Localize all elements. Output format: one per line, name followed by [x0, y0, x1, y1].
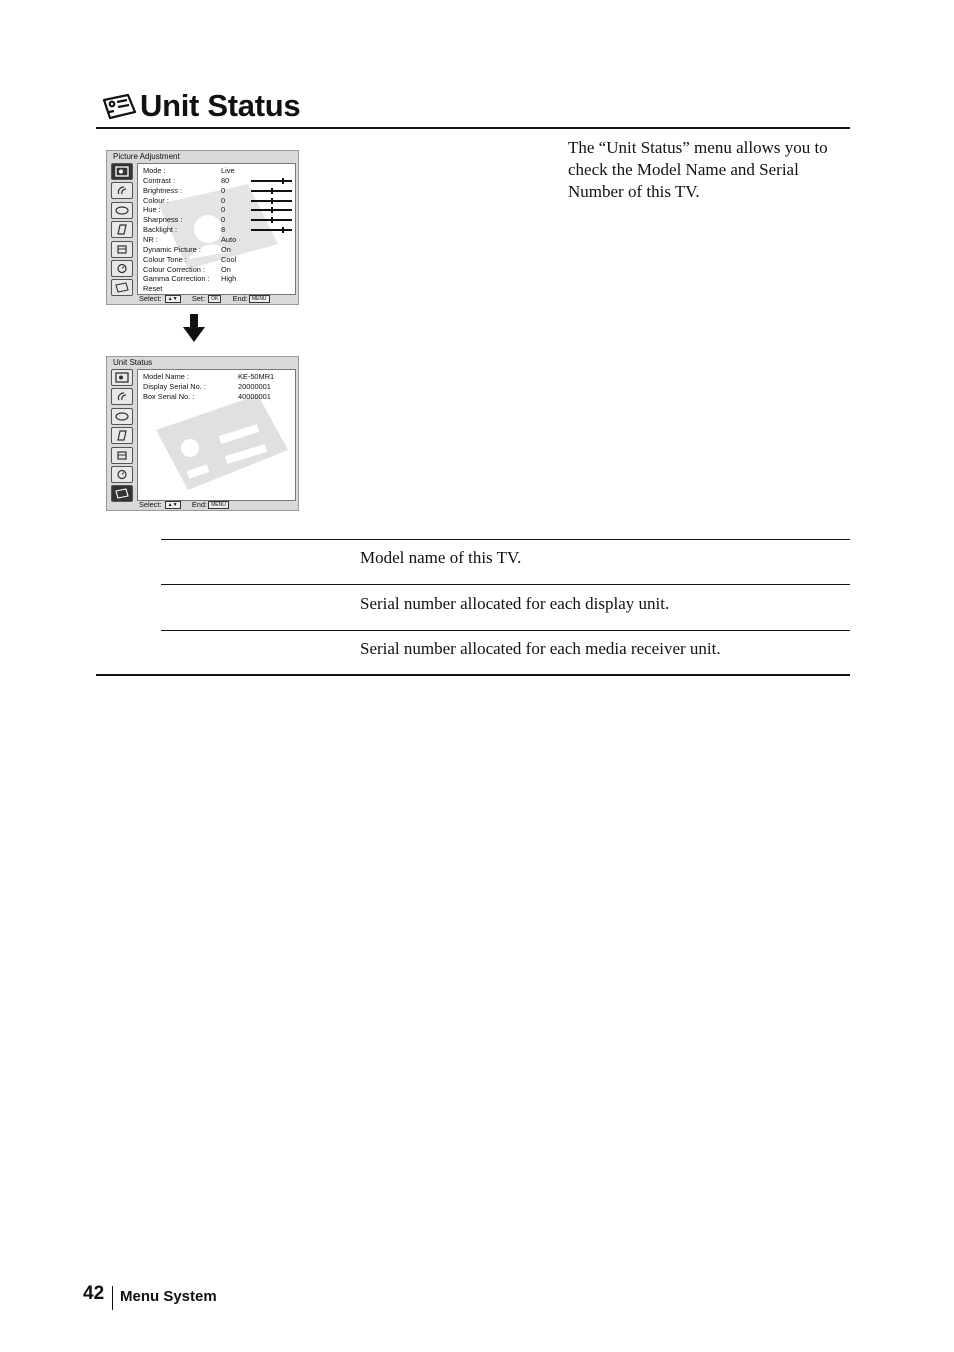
unit-status-menu-icon[interactable] [111, 485, 133, 502]
sound-icon[interactable] [111, 388, 133, 405]
osd-setting-value: Cool [221, 254, 237, 264]
section-name: Menu System [120, 1288, 217, 1305]
osd-setting-label: Box Serial No. : [143, 391, 195, 401]
osd-content-panel [137, 163, 296, 295]
select-hint: Select: [139, 293, 162, 303]
osd-setting-label: Colour Correction : [143, 264, 206, 274]
osd-setting-row[interactable] [143, 245, 293, 255]
select-hint: Select: [139, 499, 162, 509]
menu-key-icon: MENU [208, 501, 229, 509]
features-icon[interactable] [111, 221, 133, 238]
section-bottom-rule [96, 674, 850, 676]
slider-knob[interactable] [271, 207, 273, 213]
screen-icon[interactable] [111, 408, 133, 425]
title-row [96, 86, 850, 128]
slider-knob[interactable] [271, 198, 273, 204]
osd-setting-row[interactable] [143, 166, 293, 176]
table-rule [161, 630, 850, 631]
osd-setting-value: 0 [221, 215, 226, 225]
osd-setting-label: Colour Tone : [143, 254, 187, 264]
arrow-down-icon [183, 314, 205, 342]
osd-setting-row[interactable] [143, 205, 293, 215]
osd-setting-row[interactable] [143, 255, 293, 265]
osd-setting-value: 0 [221, 205, 226, 215]
table-row-box-serial: Serial number allocated for each media receiver unit. [360, 639, 721, 658]
level-slider[interactable] [251, 219, 292, 221]
osd-setting-row[interactable] [143, 235, 293, 245]
osd-setting-value: Live [221, 166, 235, 175]
osd-setting-row[interactable] [143, 284, 293, 294]
osd-setting-value: On [221, 264, 231, 274]
intro-paragraph: The “Unit Status” menu allows you to check the Model Name and Serial Number of this TV. [568, 138, 828, 201]
osd-setting-value: Auto [221, 234, 237, 244]
osd-setting-label: Reset [143, 284, 163, 294]
osd-setting-label: Mode : [143, 166, 166, 175]
picture-adjustment-screen [106, 150, 299, 305]
osd-content-panel [137, 369, 296, 501]
osd-setting-label: Dynamic Picture : [143, 244, 201, 254]
osd-setting-row[interactable] [143, 392, 293, 402]
features-icon[interactable] [111, 427, 133, 444]
slider-knob[interactable] [271, 188, 273, 194]
osd-setting-row[interactable] [143, 196, 293, 206]
slider-knob[interactable] [282, 227, 284, 233]
osd-setting-value: High [221, 274, 237, 284]
osd-setting-row[interactable] [143, 274, 293, 284]
end-hint: End: [232, 293, 248, 303]
set-hint: Set: [191, 293, 206, 303]
osd-title: Unit Status [113, 358, 153, 367]
unit-status-screen [106, 356, 299, 511]
ok-key-icon: OK [208, 295, 221, 303]
slider-knob[interactable] [271, 217, 273, 223]
level-slider[interactable] [251, 200, 292, 202]
title-divider [96, 127, 850, 129]
osd-footer [139, 294, 271, 303]
osd-setting-label: Gamma Correction : [143, 274, 210, 284]
osd-menu-icons [109, 369, 136, 505]
osd-setting-value: KE-50MR1 [238, 372, 275, 381]
osd-setting-row[interactable] [143, 372, 293, 382]
osd-setting-label: Hue : [143, 205, 161, 215]
osd-setting-label: Colour : [143, 195, 169, 205]
end-hint: End: [191, 499, 208, 509]
unit-status-icon [98, 92, 138, 122]
slider-knob[interactable] [282, 178, 284, 184]
level-slider[interactable] [251, 190, 292, 192]
setup-icon[interactable] [111, 241, 133, 258]
osd-title: Picture Adjustment [113, 152, 180, 161]
unit-status-menu-icon[interactable] [111, 279, 133, 296]
table-top-rule [161, 539, 850, 540]
osd-setting-label: NR : [143, 234, 158, 244]
osd-setting-row[interactable] [143, 225, 293, 235]
table-rule [161, 584, 850, 585]
osd-setting-value: 40000001 [238, 391, 271, 401]
up-down-key-icon: ▲▼ [165, 295, 181, 303]
level-slider[interactable] [251, 209, 292, 211]
level-slider[interactable] [251, 180, 292, 182]
timer-icon[interactable] [111, 260, 133, 277]
osd-setting-label: Backlight : [143, 225, 178, 235]
osd-setting-row[interactable] [143, 382, 293, 392]
page-title: Unit Status [140, 88, 301, 123]
osd-setting-label: Model Name : [143, 372, 190, 381]
osd-setting-label: Display Serial No. : [143, 381, 206, 391]
osd-setting-value: 0 [221, 195, 226, 205]
osd-setting-label: Sharpness : [143, 215, 183, 225]
osd-setting-label: Brightness : [143, 185, 183, 195]
table-row-model-name: Model name of this TV. [360, 548, 522, 567]
up-down-key-icon: ▲▼ [165, 501, 181, 509]
osd-menu-icons [109, 163, 136, 299]
setup-icon[interactable] [111, 447, 133, 464]
osd-setting-value: 8 [221, 225, 226, 235]
osd-setting-value: 20000001 [238, 381, 271, 391]
sound-icon[interactable] [111, 182, 133, 199]
osd-setting-value: 80 [221, 175, 230, 185]
page-number: 42 [83, 1283, 105, 1304]
screen-icon[interactable] [111, 202, 133, 219]
osd-footer [139, 500, 230, 509]
footer-divider [112, 1286, 113, 1310]
table-row-display-serial: Serial number allocated for each display unit. [360, 594, 670, 613]
picture-icon[interactable] [111, 369, 133, 386]
osd-setting-row[interactable] [143, 176, 293, 186]
osd-setting-row[interactable] [143, 265, 293, 275]
picture-icon[interactable] [111, 163, 133, 180]
osd-setting-row[interactable] [143, 186, 293, 196]
menu-key-icon: MENU [249, 295, 270, 303]
osd-setting-value: 0 [221, 185, 226, 195]
osd-setting-value: On [221, 244, 231, 254]
osd-setting-label: Contrast : [143, 175, 176, 185]
timer-icon[interactable] [111, 466, 133, 483]
level-slider[interactable] [251, 229, 292, 231]
osd-setting-row[interactable] [143, 215, 293, 225]
